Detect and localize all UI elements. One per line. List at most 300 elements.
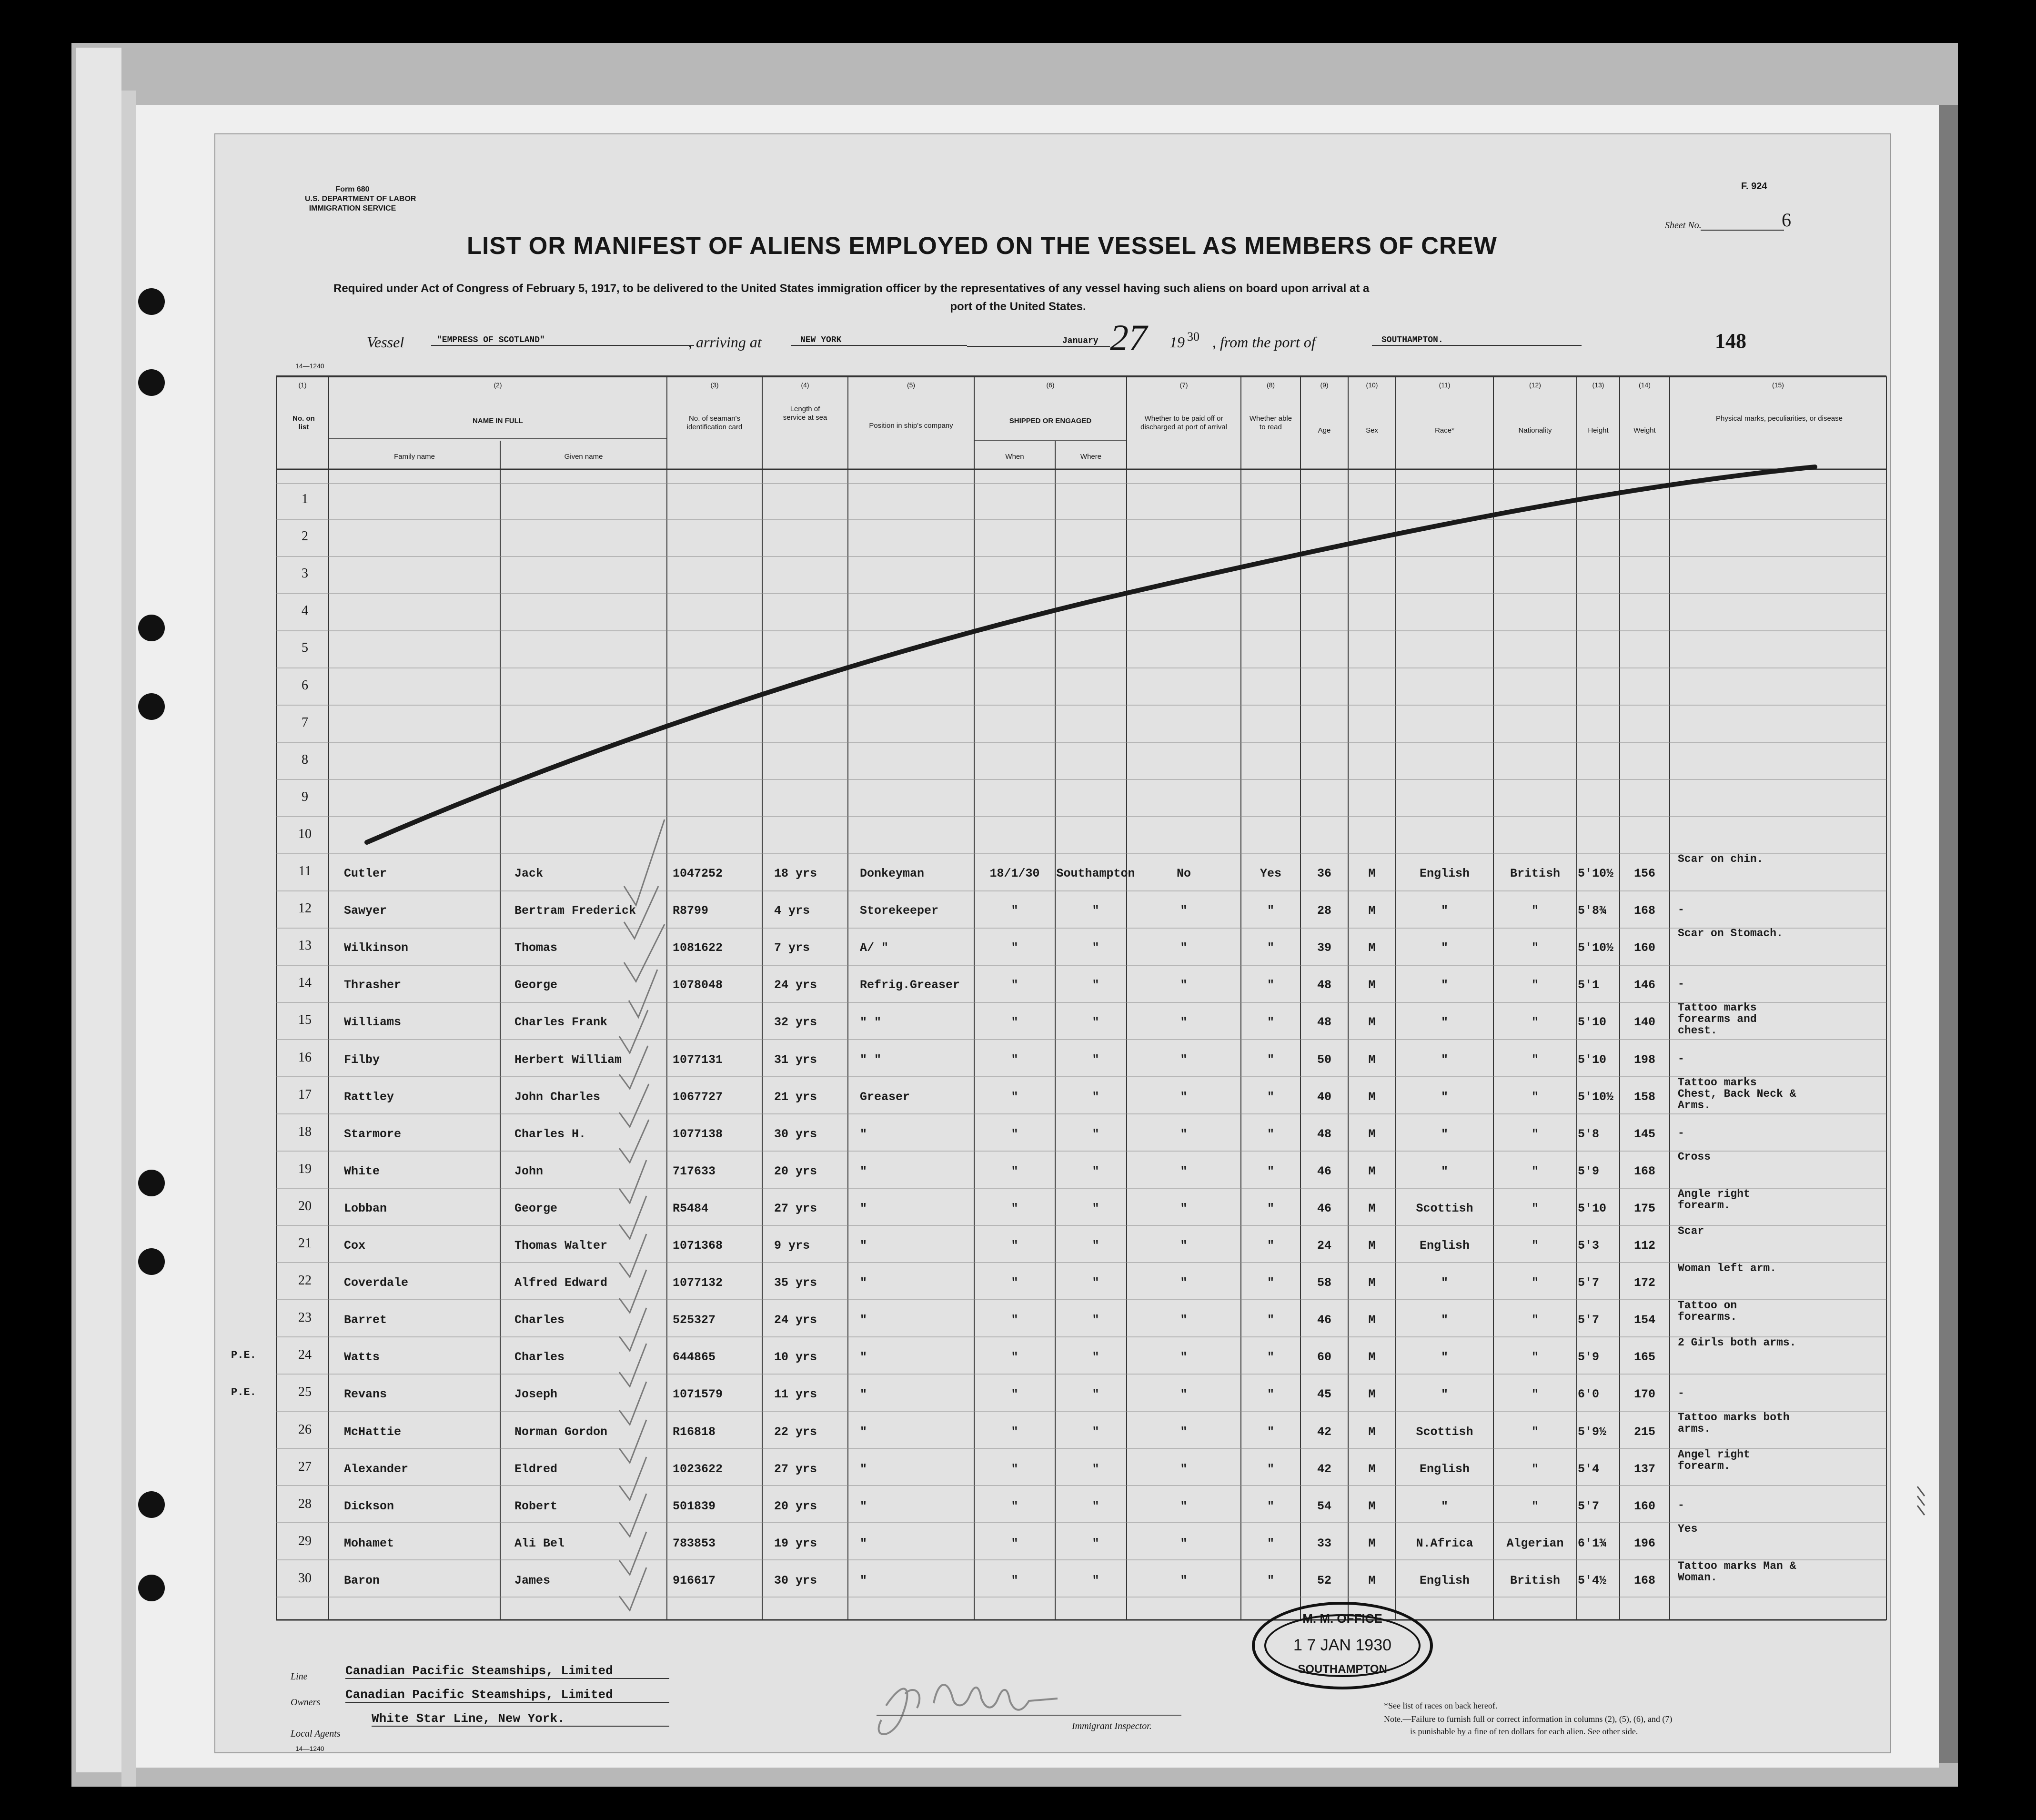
crew-weight: 175 <box>1633 1201 1655 1215</box>
crew-sex: M <box>1368 904 1376 918</box>
col-num-13: (13) <box>1592 381 1604 389</box>
crew-service-length: 27 yrs <box>774 1462 817 1476</box>
crew-service-length: 30 yrs <box>774 1127 817 1141</box>
crew-paid-off: No <box>1176 867 1191 880</box>
crew-id-card: 1077138 <box>673 1127 723 1141</box>
crew-race: " <box>1441 1164 1448 1178</box>
crew-nationality: " <box>1531 1462 1539 1476</box>
crew-engaged-where: " <box>1092 1164 1099 1178</box>
crew-engaged-where: " <box>1092 1350 1099 1365</box>
crew-able-read: " <box>1267 1201 1274 1215</box>
crew-id-card: R16818 <box>673 1425 716 1439</box>
crew-paid-off: " <box>1180 1573 1188 1587</box>
sheet-number: 6 <box>1782 209 1791 231</box>
crew-position: " <box>860 1387 867 1402</box>
row-number: 18 <box>298 1124 312 1139</box>
header-physical-marks: Physical marks, peculiarities, or disease <box>1716 415 1843 423</box>
crew-engaged-when: " <box>1011 1462 1018 1476</box>
crew-engaged-where: " <box>1092 1387 1099 1402</box>
crew-sex: M <box>1368 941 1376 955</box>
row-number: 11 <box>298 864 312 879</box>
crew-engaged-when: " <box>1011 1239 1018 1253</box>
crew-able-read: " <box>1267 904 1274 918</box>
crew-age: 46 <box>1317 1164 1331 1178</box>
crew-given-name: Charles Frank <box>514 1015 608 1030</box>
crew-engaged-where: Southampton <box>1056 867 1135 880</box>
crew-weight: 172 <box>1633 1276 1655 1290</box>
crew-paid-off: " <box>1180 1164 1188 1178</box>
crew-service-length: 24 yrs <box>774 1313 817 1327</box>
crew-sex: M <box>1368 1015 1376 1030</box>
crew-engaged-when: " <box>1011 941 1018 955</box>
crew-family-name: Sawyer <box>344 904 387 918</box>
crew-engaged-where: " <box>1092 978 1099 992</box>
col-num-7: (7) <box>1179 381 1188 389</box>
crew-engaged-where: " <box>1092 1127 1099 1141</box>
crew-nationality: " <box>1531 904 1539 918</box>
crew-physical-marks: Scar on chin. <box>1678 853 1764 865</box>
crew-nationality: " <box>1531 1052 1539 1067</box>
row-number: 21 <box>298 1236 312 1251</box>
crew-given-name: George <box>514 1201 558 1215</box>
crew-engaged-when: " <box>1011 1015 1018 1030</box>
crew-position: " " <box>860 1052 882 1067</box>
crew-nationality: " <box>1531 1015 1539 1030</box>
row-number: 4 <box>302 603 308 618</box>
crew-weight: 160 <box>1633 1499 1655 1513</box>
crew-race: " <box>1441 1350 1448 1365</box>
row-number: 30 <box>298 1570 312 1586</box>
crew-sex: M <box>1368 1127 1376 1141</box>
crew-engaged-where: " <box>1092 1052 1099 1067</box>
crew-position: " " <box>860 1015 882 1030</box>
crew-height: 6'0 <box>1578 1387 1600 1402</box>
crew-position: " <box>860 1573 867 1587</box>
crew-position: A/ " <box>860 941 889 955</box>
crew-weight: 168 <box>1633 1164 1655 1178</box>
crew-sex: M <box>1368 1313 1376 1327</box>
crew-family-name: Lobban <box>344 1201 387 1215</box>
crew-position: Donkeyman <box>860 867 925 880</box>
crew-weight: 112 <box>1633 1239 1655 1253</box>
crew-able-read: " <box>1267 1573 1274 1587</box>
crew-engaged-where: " <box>1092 941 1099 955</box>
crew-able-read: " <box>1267 1462 1274 1476</box>
inspector-signature <box>879 1685 1058 1734</box>
crew-paid-off: " <box>1180 941 1188 955</box>
crew-engaged-when: " <box>1011 1350 1018 1365</box>
crew-able-read: " <box>1267 1164 1274 1178</box>
crew-engaged-when: " <box>1011 1052 1018 1067</box>
crew-height: 5'10½ <box>1578 1090 1614 1104</box>
row-number: 28 <box>298 1496 312 1511</box>
crew-nationality: British <box>1510 867 1561 880</box>
vessel-label: Vessel <box>367 334 404 351</box>
row-number: 24 <box>298 1347 312 1363</box>
crew-service-length: 18 yrs <box>774 867 817 880</box>
crew-age: 52 <box>1317 1573 1331 1587</box>
row-number: 25 <box>298 1385 312 1400</box>
crew-family-name: Williams <box>344 1015 402 1030</box>
crew-physical-marks: - <box>1678 1387 1684 1400</box>
crew-given-name: John Charles <box>514 1090 601 1104</box>
crew-service-length: 22 yrs <box>774 1425 817 1439</box>
owners-label: Owners <box>291 1697 321 1708</box>
owners-value: Canadian Pacific Steamships, Limited <box>345 1688 669 1703</box>
crew-family-name: White <box>344 1164 380 1178</box>
crew-weight: 160 <box>1633 941 1655 955</box>
crew-position: " <box>860 1164 867 1178</box>
crew-engaged-where: " <box>1092 1313 1099 1327</box>
crew-given-name: Jack <box>514 867 544 880</box>
crew-race: English <box>1419 1239 1470 1253</box>
crew-service-length: 20 yrs <box>774 1499 817 1513</box>
crew-position: " <box>860 1499 867 1513</box>
row-number: 19 <box>298 1161 312 1176</box>
form-number: Form 680 <box>335 185 370 193</box>
crew-engaged-where: " <box>1092 1239 1099 1253</box>
crew-family-name: Filby <box>344 1052 380 1067</box>
crew-nationality: " <box>1531 1201 1539 1215</box>
crew-paid-off: " <box>1180 1387 1188 1402</box>
col-num-15: (15) <box>1772 381 1784 389</box>
crew-sex: M <box>1368 1499 1376 1513</box>
crew-position: " <box>860 1239 867 1253</box>
crew-engaged-where: " <box>1092 1090 1099 1104</box>
crew-given-name: Herbert William <box>514 1052 622 1067</box>
crew-id-card: 1071579 <box>673 1387 723 1402</box>
crew-height: 5'4 <box>1578 1462 1600 1476</box>
crew-given-name: Alfred Edward <box>514 1276 608 1290</box>
local-agents-label: Local Agents <box>291 1729 341 1739</box>
crew-able-read: " <box>1267 1387 1274 1402</box>
crew-race: " <box>1441 1090 1448 1104</box>
crew-able-read: " <box>1267 1239 1274 1253</box>
crew-weight: 140 <box>1633 1015 1655 1030</box>
crew-family-name: McHattie <box>344 1425 402 1439</box>
crew-age: 42 <box>1317 1425 1331 1439</box>
crew-id-card: 1077132 <box>673 1276 723 1290</box>
col-num-3: (3) <box>710 381 719 389</box>
margin-marks <box>1917 1486 1925 1515</box>
crew-race: N.Africa <box>1416 1536 1473 1550</box>
crew-engaged-when: " <box>1011 1499 1018 1513</box>
crew-able-read: " <box>1267 1536 1274 1550</box>
crew-position: " <box>860 1536 867 1550</box>
crew-engaged-when: " <box>1011 978 1018 992</box>
crew-sex: M <box>1368 1090 1376 1104</box>
crew-able-read: " <box>1267 1313 1274 1327</box>
header-able-read: Whether able to read <box>1249 415 1292 431</box>
crew-service-length: 35 yrs <box>774 1276 817 1290</box>
crew-age: 45 <box>1317 1387 1331 1402</box>
from-port-label: , from the port of <box>1212 334 1316 351</box>
crew-sex: M <box>1368 1052 1376 1067</box>
crew-engaged-when: " <box>1011 1573 1018 1587</box>
crew-id-card: 783853 <box>673 1536 716 1550</box>
crew-height: 5'10 <box>1578 1015 1607 1030</box>
crew-physical-marks: - <box>1678 1498 1684 1511</box>
row-number: 20 <box>298 1198 312 1213</box>
crew-age: 46 <box>1317 1313 1331 1327</box>
crew-given-name: Ali Bel <box>514 1536 565 1550</box>
col-num-11: (11) <box>1439 381 1451 389</box>
header-id-card: No. of seaman's identification card <box>686 415 743 431</box>
header-paid-off: Whether to be paid off or discharged at port of arrival <box>1140 415 1227 431</box>
crew-service-length: 7 yrs <box>774 941 810 955</box>
crew-nationality: Algerian <box>1506 1536 1564 1550</box>
crew-physical-marks: - <box>1678 978 1684 991</box>
header-no-on-list: No. on list <box>292 415 315 431</box>
crew-paid-off: " <box>1180 1127 1188 1141</box>
crew-physical-marks: - <box>1678 903 1684 916</box>
inspector-label: Immigrant Inspector. <box>1072 1721 1152 1731</box>
row-number: 22 <box>298 1273 312 1288</box>
crew-able-read: " <box>1267 1015 1274 1030</box>
crew-engaged-where: " <box>1092 1276 1099 1290</box>
crew-sex: M <box>1368 1164 1376 1178</box>
crew-paid-off: " <box>1180 1276 1188 1290</box>
crew-height: 5'8¾ <box>1578 904 1607 918</box>
crew-nationality: " <box>1531 1425 1539 1439</box>
crew-race: " <box>1441 1052 1448 1067</box>
arrival-day: 27 <box>1110 317 1147 358</box>
row-number: 10 <box>298 826 312 841</box>
crew-age: 58 <box>1317 1276 1331 1290</box>
row-side-note: P.E. <box>231 1386 256 1399</box>
col-num-2: (2) <box>494 381 502 389</box>
crew-age: 60 <box>1317 1350 1331 1365</box>
crew-family-name: Watts <box>344 1350 380 1365</box>
crew-id-card: 525327 <box>673 1313 716 1327</box>
crew-able-read: " <box>1267 1052 1274 1067</box>
col-num-9: (9) <box>1320 381 1329 389</box>
crew-physical-marks: Angle right forearm. <box>1678 1187 1750 1212</box>
crew-race: Scottish <box>1416 1425 1473 1439</box>
crew-engaged-when: " <box>1011 1387 1018 1402</box>
row-number: 9 <box>302 789 308 804</box>
crew-race: " <box>1441 1499 1448 1513</box>
crew-service-length: 19 yrs <box>774 1536 817 1550</box>
crew-race: English <box>1419 1573 1470 1587</box>
crew-position: " <box>860 1462 867 1476</box>
header-weight: Weight <box>1633 426 1656 435</box>
crew-weight: 198 <box>1633 1052 1655 1067</box>
crew-weight: 137 <box>1633 1462 1655 1476</box>
crew-able-read: " <box>1267 978 1274 992</box>
crew-height: 5'3 <box>1578 1239 1600 1253</box>
departure-port: SOUTHAMPTON. <box>1372 335 1582 346</box>
crew-race: Scottish <box>1416 1201 1473 1215</box>
crew-engaged-when: 18/1/30 <box>989 867 1040 880</box>
crew-family-name: Dickson <box>344 1499 394 1513</box>
crew-position: " <box>860 1201 867 1215</box>
crew-nationality: " <box>1531 1127 1539 1141</box>
crew-physical-marks: Scar on Stomach. <box>1678 927 1783 940</box>
col-num-1: (1) <box>298 381 307 389</box>
crew-nationality: " <box>1531 1313 1539 1327</box>
crew-service-length: 30 yrs <box>774 1573 817 1587</box>
crew-engaged-when: " <box>1011 904 1018 918</box>
crew-height: 5'7 <box>1578 1276 1600 1290</box>
crew-engaged-when: " <box>1011 1127 1018 1141</box>
crew-nationality: " <box>1531 1276 1539 1290</box>
crew-paid-off: " <box>1180 1462 1188 1476</box>
crew-height: 6'1¾ <box>1578 1536 1607 1550</box>
crew-id-card: 1067727 <box>673 1090 723 1104</box>
col-num-8: (8) <box>1266 381 1275 389</box>
crew-physical-marks: Tattoo marks both arms. <box>1678 1411 1790 1435</box>
manifest-title: LIST OR MANIFEST OF ALIENS EMPLOYED ON THE VESSEL AS MEMBERS OF CREW <box>467 232 1497 259</box>
crew-service-length: 20 yrs <box>774 1164 817 1178</box>
crew-height: 5'8 <box>1578 1127 1600 1141</box>
crew-engaged-when: " <box>1011 1425 1018 1439</box>
header-family-name: Family name <box>394 453 435 461</box>
crew-sex: M <box>1368 1276 1376 1290</box>
header-height: Height <box>1588 426 1609 435</box>
crew-engaged-where: " <box>1092 904 1099 918</box>
arrival-year-suffix: 30 <box>1187 330 1199 344</box>
crew-engaged-when: " <box>1011 1164 1018 1178</box>
row-number: 29 <box>298 1533 312 1548</box>
crew-nationality: " <box>1531 1350 1539 1365</box>
crew-given-name: Eldred <box>514 1462 558 1476</box>
crew-age: 50 <box>1317 1052 1331 1067</box>
col-num-6: (6) <box>1046 381 1055 389</box>
crew-paid-off: " <box>1180 1499 1188 1513</box>
crew-position: Greaser <box>860 1090 910 1104</box>
crew-height: 5'9 <box>1578 1164 1600 1178</box>
crew-nationality: " <box>1531 1499 1539 1513</box>
crew-paid-off: " <box>1180 1090 1188 1104</box>
local-agents-value: White Star Line, New York. <box>372 1711 669 1727</box>
crew-nationality: " <box>1531 978 1539 992</box>
crew-family-name: Baron <box>344 1573 380 1587</box>
crew-age: 28 <box>1317 904 1331 918</box>
crew-race: " <box>1441 1127 1448 1141</box>
crew-weight: 196 <box>1633 1536 1655 1550</box>
crew-age: 39 <box>1317 941 1331 955</box>
crew-given-name: Robert <box>514 1499 558 1513</box>
form-department: U.S. DEPARTMENT OF LABOR <box>305 195 416 203</box>
crew-family-name: Coverdale <box>344 1276 409 1290</box>
crew-height: 5'9½ <box>1578 1425 1607 1439</box>
crew-sex: M <box>1368 1387 1376 1402</box>
crew-engaged-where: " <box>1092 1015 1099 1030</box>
crew-physical-marks: Tattoo on forearms. <box>1678 1299 1737 1324</box>
crew-nationality: " <box>1531 1090 1539 1104</box>
crew-given-name: Charles H. <box>514 1127 586 1141</box>
crew-given-name: George <box>514 978 558 992</box>
crew-height: 5'4½ <box>1578 1573 1607 1587</box>
crew-position: " <box>860 1127 867 1141</box>
crew-paid-off: " <box>1180 1425 1188 1439</box>
crew-id-card: 1078048 <box>673 978 723 992</box>
crew-position: Storekeeper <box>860 904 939 918</box>
crew-race: English <box>1419 1462 1470 1476</box>
crew-sex: M <box>1368 1201 1376 1215</box>
mm-office-stamp <box>1252 1602 1433 1689</box>
crew-height: 5'10 <box>1578 1052 1607 1067</box>
crew-paid-off: " <box>1180 1350 1188 1365</box>
crew-service-length: 10 yrs <box>774 1350 817 1365</box>
crew-race: English <box>1419 867 1470 880</box>
crew-engaged-where: " <box>1092 1499 1099 1513</box>
stamp-date: 1 7 JAN 1930 <box>1293 1636 1392 1654</box>
line-label: Line <box>291 1671 308 1682</box>
crew-given-name: Charles <box>514 1350 565 1365</box>
header-name-in-full: NAME IN FULL <box>473 417 523 425</box>
crew-nationality: " <box>1531 1164 1539 1178</box>
row-side-note: P.E. <box>231 1349 256 1362</box>
crew-position: " <box>860 1276 867 1290</box>
crew-engaged-where: " <box>1092 1462 1099 1476</box>
row-number: 7 <box>302 715 308 730</box>
races-note: *See list of races on back hereof. <box>1384 1701 1498 1710</box>
crew-race: " <box>1441 904 1448 918</box>
crew-sex: M <box>1368 1350 1376 1365</box>
row-number: 8 <box>302 752 308 767</box>
crew-paid-off: " <box>1180 978 1188 992</box>
row-number: 27 <box>298 1459 312 1474</box>
header-sex: Sex <box>1366 426 1378 435</box>
crew-weight: 156 <box>1633 867 1655 880</box>
row-number: 15 <box>298 1012 312 1028</box>
crew-family-name: Revans <box>344 1387 387 1402</box>
crew-service-length: 9 yrs <box>774 1239 810 1253</box>
crew-sex: M <box>1368 867 1376 880</box>
crew-id-card: R8799 <box>673 904 709 918</box>
crew-able-read: " <box>1267 1350 1274 1365</box>
form-service: IMMIGRATION SERVICE <box>309 204 396 212</box>
crew-physical-marks: Woman left arm. <box>1678 1262 1777 1275</box>
crew-family-name: Alexander <box>344 1462 409 1476</box>
crew-weight: 158 <box>1633 1090 1655 1104</box>
crew-engaged-where: " <box>1092 1573 1099 1587</box>
header-length-service: Length of service at sea <box>783 405 827 422</box>
crew-age: 24 <box>1317 1239 1331 1253</box>
penalty-note-2: is punishable by a fine of ten dollars for each alien. See other side. <box>1410 1727 1638 1736</box>
crew-engaged-where: " <box>1092 1536 1099 1550</box>
crew-physical-marks: - <box>1678 1126 1684 1139</box>
crew-service-length: 27 yrs <box>774 1201 817 1215</box>
crew-id-card: 1077131 <box>673 1052 723 1067</box>
crew-height: 5'7 <box>1578 1313 1600 1327</box>
crew-age: 54 <box>1317 1499 1331 1513</box>
crew-height: 5'10½ <box>1578 867 1614 880</box>
cancellation-stroke <box>367 467 1815 842</box>
crew-paid-off: " <box>1180 1201 1188 1215</box>
header-when: When <box>1005 453 1024 461</box>
sheet-label: Sheet No. <box>1665 220 1702 231</box>
header-where: Where <box>1080 453 1102 461</box>
crew-service-length: 4 yrs <box>774 904 810 918</box>
crew-weight: 215 <box>1633 1425 1655 1439</box>
crew-physical-marks: Scar <box>1678 1225 1704 1237</box>
crew-age: 36 <box>1317 867 1331 880</box>
page-number: 148 <box>1715 329 1746 353</box>
crew-age: 48 <box>1317 978 1331 992</box>
crew-age: 33 <box>1317 1536 1331 1550</box>
crew-id-card: 916617 <box>673 1573 716 1587</box>
crew-weight: 146 <box>1633 978 1655 992</box>
crew-family-name: Barret <box>344 1313 387 1327</box>
crew-physical-marks: Angel right forearm. <box>1678 1448 1750 1472</box>
crew-given-name: Charles <box>514 1313 565 1327</box>
row-number: 5 <box>302 640 308 656</box>
crew-physical-marks: Yes <box>1678 1522 1698 1535</box>
arrival-month: January <box>967 336 1110 347</box>
